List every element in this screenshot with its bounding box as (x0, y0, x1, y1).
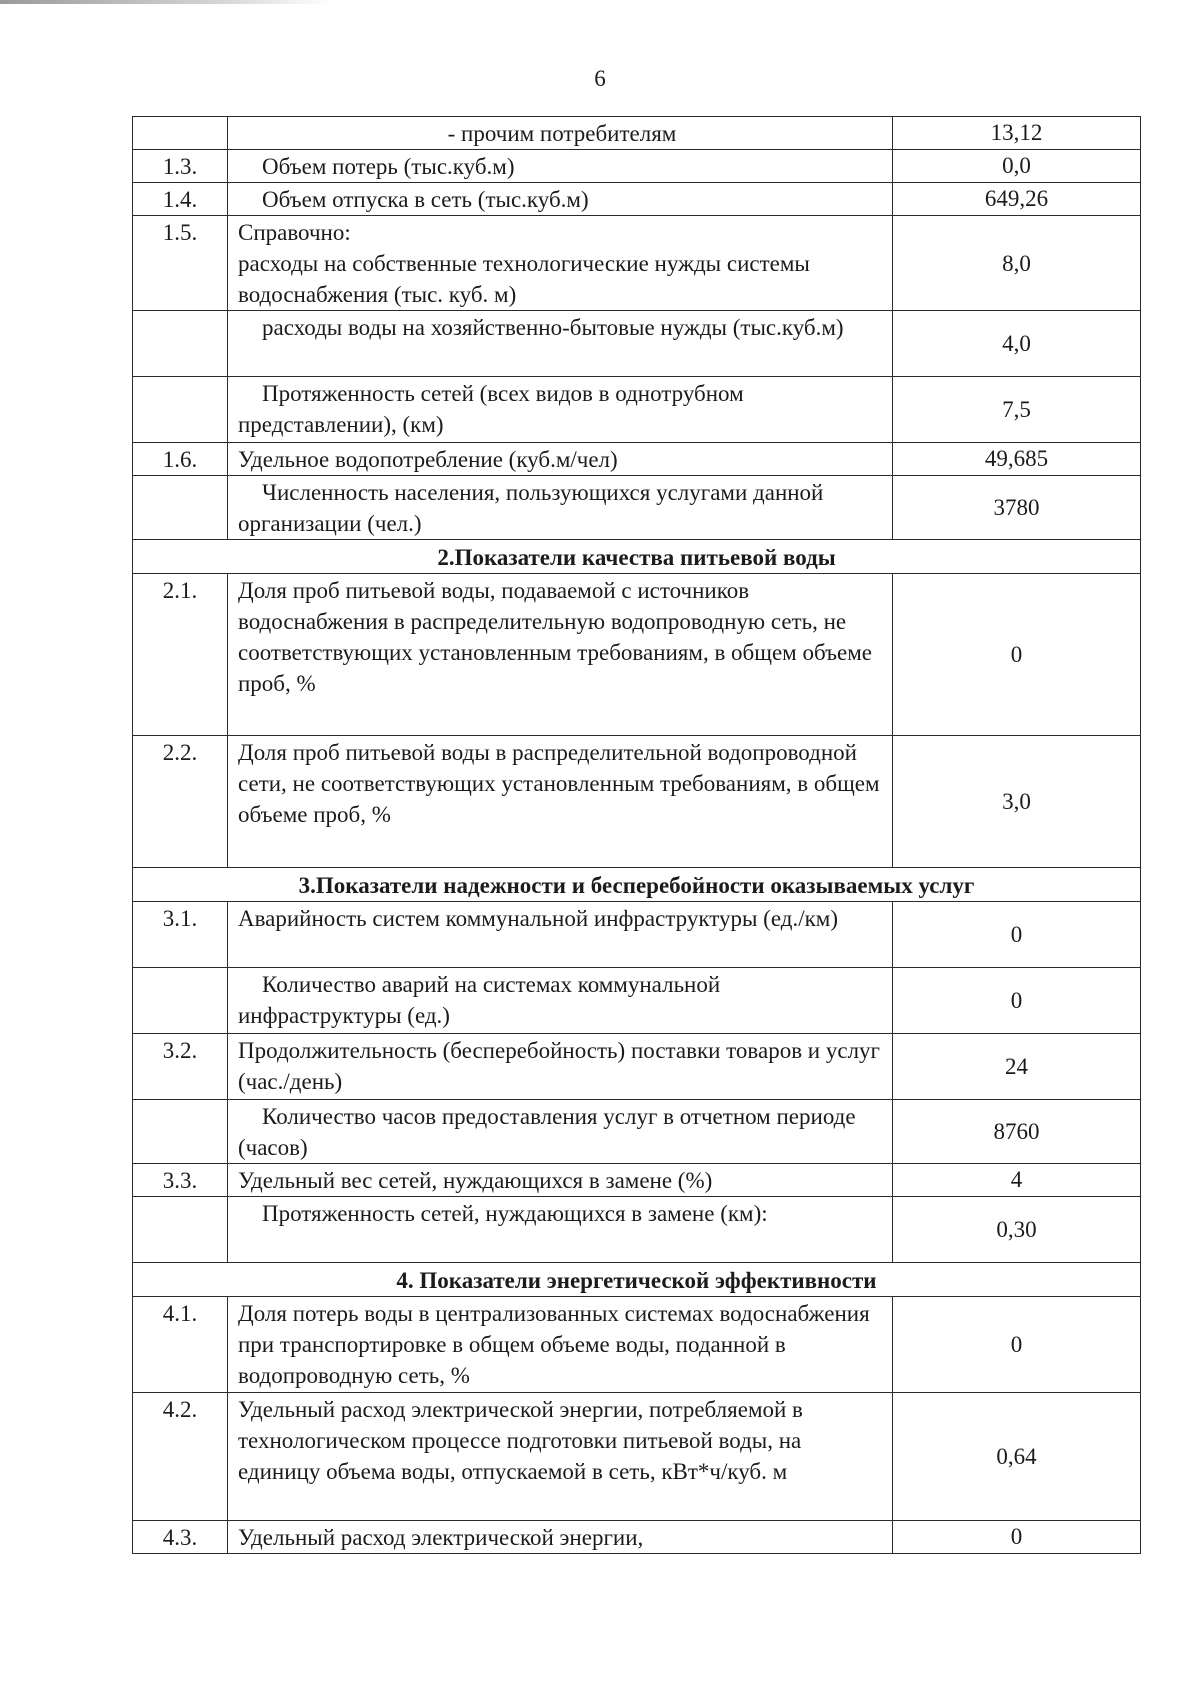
row-value: 0,64 (893, 1393, 1141, 1521)
row-value: 0,0 (893, 150, 1141, 183)
row-text: Количество аварий на системах коммунальной инфраструктуры (ед.) (228, 968, 893, 1034)
row-value: 8760 (893, 1100, 1141, 1164)
table-row (133, 1164, 1141, 1197)
row-number: 1.3. (133, 150, 228, 183)
table-row (133, 902, 1141, 968)
row-value: 0 (893, 968, 1141, 1034)
row-number (133, 377, 228, 443)
table-row (133, 1100, 1141, 1164)
row-value: 0 (893, 1521, 1141, 1554)
row-text-body: расходы на собственные технологические нужды системы водоснабжения (тыс. куб. м) (238, 251, 810, 307)
section-title: 2.Показатели качества питьевой воды (133, 540, 1141, 574)
section-row (133, 540, 1141, 574)
table-row (133, 377, 1141, 443)
row-text: Численность населения, пользующихся услугами данной организации (чел.) (228, 476, 893, 540)
row-number: 4.1. (133, 1297, 228, 1393)
indicators-table (132, 116, 1141, 1554)
row-value: 0 (893, 1297, 1141, 1393)
row-text: Удельный расход электрической энергии, потребляемой в технологическом процессе подготовки питьевой воды, на единицу объема воды, отпускаемой в сеть, кВт*ч/куб. м (228, 1393, 893, 1521)
row-text: Количество часов предоставления услуг в отчетном периоде (часов) (228, 1100, 893, 1164)
row-value: 4,0 (893, 311, 1141, 377)
reference-heading: Справочно: (238, 220, 351, 245)
row-value: 13,12 (893, 117, 1141, 150)
row-number: 2.1. (133, 574, 228, 736)
row-number (133, 1100, 228, 1164)
row-value: 49,685 (893, 443, 1141, 476)
row-text (228, 216, 893, 311)
row-text: Объем отпуска в сеть (тыс.куб.м) (228, 183, 893, 216)
row-text: Объем потерь (тыс.куб.м) (228, 150, 893, 183)
row-text: Удельное водопотребление (куб.м/чел) (228, 443, 893, 476)
row-value: 0 (893, 902, 1141, 968)
table-row (133, 1034, 1141, 1100)
table-row (133, 476, 1141, 540)
table-row (133, 216, 1141, 311)
row-number: 3.1. (133, 902, 228, 968)
table-row (133, 1197, 1141, 1263)
row-text: Доля проб питьевой воды, подаваемой с источников водоснабжения в распределительную водопроводную сеть, не соответствующих установленным требованиям, в общем объеме проб, % (228, 574, 893, 736)
row-number (133, 117, 228, 150)
row-text: - прочим потребителям (228, 117, 893, 150)
row-number (133, 311, 228, 377)
row-text: Протяженность сетей (всех видов в однотрубном представлении), (км) (228, 377, 893, 443)
row-text: Протяженность сетей, нуждающихся в замене (км): (228, 1197, 893, 1263)
row-value: 0,30 (893, 1197, 1141, 1263)
row-value: 24 (893, 1034, 1141, 1100)
row-text: Продолжительность (бесперебойность) поставки товаров и услуг (час./день) (228, 1034, 893, 1100)
scan-edge (0, 0, 330, 4)
row-value: 649,26 (893, 183, 1141, 216)
page-number: 6 (594, 66, 606, 91)
section-title: 4. Показатели энергетической эффективности (133, 1263, 1141, 1297)
row-text: Удельный вес сетей, нуждающихся в замене (%) (228, 1164, 893, 1197)
table-row (133, 183, 1141, 216)
row-number: 1.5. (133, 216, 228, 311)
row-number: 3.2. (133, 1034, 228, 1100)
table-row (133, 736, 1141, 868)
row-text: Удельный расход электрической энергии, (228, 1521, 893, 1554)
table-row (133, 968, 1141, 1034)
table-row (133, 443, 1141, 476)
row-number: 1.6. (133, 443, 228, 476)
row-text: Доля потерь воды в централизованных системах водоснабжения при транспортировке в общем объеме воды, поданной в водопроводную сеть, % (228, 1297, 893, 1393)
table-row (133, 150, 1141, 183)
section-row (133, 868, 1141, 902)
section-row (133, 1263, 1141, 1297)
row-text: Доля проб питьевой воды в распределительной водопроводной сети, не соответствующих установленным требованиям, в общем объеме проб, % (228, 736, 893, 868)
table-row (133, 574, 1141, 736)
table-row (133, 1393, 1141, 1521)
row-number: 2.2. (133, 736, 228, 868)
row-number: 3.3. (133, 1164, 228, 1197)
row-value: 0 (893, 574, 1141, 736)
row-number (133, 1197, 228, 1263)
row-number (133, 476, 228, 540)
table-row (133, 117, 1141, 150)
row-value: 3,0 (893, 736, 1141, 868)
row-value: 8,0 (893, 216, 1141, 311)
table-row (133, 311, 1141, 377)
row-number: 4.2. (133, 1393, 228, 1521)
row-number: 1.4. (133, 183, 228, 216)
row-number (133, 968, 228, 1034)
table-row (133, 1521, 1141, 1554)
row-number: 4.3. (133, 1521, 228, 1554)
section-title: 3.Показатели надежности и бесперебойности оказываемых услуг (133, 868, 1141, 902)
row-text: расходы воды на хозяйственно-бытовые нужды (тыс.куб.м) (228, 311, 893, 377)
table-row (133, 1297, 1141, 1393)
row-value: 4 (893, 1164, 1141, 1197)
row-value: 7,5 (893, 377, 1141, 443)
row-text: Аварийность систем коммунальной инфраструктуры (ед./км) (228, 902, 893, 968)
row-value: 3780 (893, 476, 1141, 540)
